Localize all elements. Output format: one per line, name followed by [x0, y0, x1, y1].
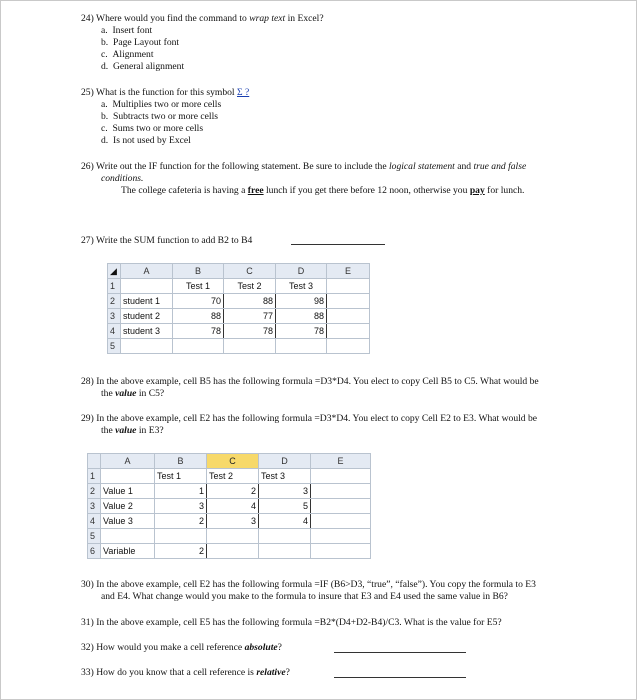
cell-d4[interactable]: 78 — [276, 324, 327, 339]
question-text: In the above example, cell B5 has the following formula =D3*D4. You elect to copy Cell B5 to C5. What would be — [96, 376, 539, 387]
cell-c3[interactable]: 77 — [224, 309, 276, 324]
option-text: Multiplies two or more cells — [112, 99, 222, 110]
cell-c3[interactable]: 4 — [207, 499, 259, 514]
option-24d — [101, 61, 184, 73]
question-33 — [81, 667, 290, 679]
question-25 — [81, 87, 249, 99]
spreadsheet-2 — [87, 453, 371, 559]
cell-c1[interactable]: Test 2 — [207, 469, 259, 484]
col-header-d[interactable]: D — [276, 264, 327, 279]
option-text: General alignment — [113, 61, 185, 72]
question-number: 26) — [81, 161, 94, 172]
option-text: Subtracts two or more cells — [113, 111, 218, 122]
question-number: 25) — [81, 87, 94, 98]
cell-c5[interactable] — [224, 339, 276, 354]
cell-b4[interactable]: 2 — [155, 514, 207, 529]
cell-a2[interactable]: Value 1 — [101, 484, 155, 499]
question-number: 31) — [81, 617, 94, 628]
question-text: the — [101, 388, 116, 399]
cell-d3[interactable]: 88 — [276, 309, 327, 324]
option-25a — [101, 99, 221, 111]
option-text: Page Layout font — [113, 37, 180, 48]
table-row — [108, 309, 370, 324]
cell-b1[interactable]: Test 1 — [173, 279, 224, 294]
cell-a1[interactable] — [101, 469, 155, 484]
cell-e5[interactable] — [327, 339, 370, 354]
question-text: How do you know that a cell reference is — [96, 667, 257, 678]
question-number: 30) — [81, 579, 94, 590]
question-number: 29) — [81, 413, 94, 424]
cell-b5[interactable] — [155, 529, 207, 544]
cell-b2[interactable]: 70 — [173, 294, 224, 309]
cell-c4[interactable]: 3 — [207, 514, 259, 529]
cell-d3[interactable]: 5 — [259, 499, 311, 514]
cell-b3[interactable]: 88 — [173, 309, 224, 324]
option-letter: b. — [101, 37, 109, 48]
question-32 — [81, 642, 282, 654]
option-text: Is not used by Excel — [113, 135, 191, 146]
option-24c — [101, 49, 154, 61]
table-row — [88, 514, 371, 529]
table-row — [88, 544, 371, 559]
cell-a4[interactable]: student 3 — [121, 324, 173, 339]
option-25d — [101, 135, 191, 147]
option-letter: b. — [101, 111, 109, 122]
question-number: 33) — [81, 667, 94, 678]
statement-emphasis: free — [247, 185, 264, 196]
table-row — [88, 499, 371, 514]
statement-text: lunch if you get there before 12 noon, otherwise you — [263, 185, 470, 196]
cell-b1[interactable]: Test 1 — [155, 469, 207, 484]
cell-e4[interactable] — [311, 514, 371, 529]
question-text: in Excel? — [285, 13, 324, 24]
question-text: Where would you find the command to — [96, 13, 250, 24]
question-27 — [81, 235, 252, 247]
question-text: and — [454, 161, 474, 172]
question-emphasis: true and false — [473, 161, 527, 172]
question-text: What is the function for this symbol — [96, 87, 237, 98]
table-row — [108, 324, 370, 339]
question-24 — [81, 13, 324, 25]
cell-a3[interactable]: Value 2 — [101, 499, 155, 514]
row-number[interactable]: 4 — [88, 514, 101, 529]
option-letter: a. — [101, 99, 108, 110]
option-letter: d. — [101, 61, 109, 72]
cell-c6[interactable] — [207, 544, 259, 559]
table-row — [108, 279, 370, 294]
question-text: and E4. What change would you make to the formula to insure that E3 and E4 used the same value in B6? — [101, 591, 508, 602]
question-number: 32) — [81, 642, 94, 653]
cell-c1[interactable]: Test 2 — [224, 279, 276, 294]
cell-e3[interactable] — [311, 499, 371, 514]
col-header-e[interactable]: E — [327, 264, 370, 279]
header-row — [88, 454, 371, 469]
cell-e4[interactable] — [327, 324, 370, 339]
question-text: ? — [277, 642, 282, 653]
option-24b — [101, 37, 179, 49]
select-all-corner[interactable] — [88, 454, 101, 469]
cell-d6[interactable] — [259, 544, 311, 559]
cell-a3[interactable]: student 2 — [121, 309, 173, 324]
question-emphasis: conditions. — [101, 173, 144, 184]
cell-a1[interactable] — [121, 279, 173, 294]
row-number[interactable]: 6 — [88, 544, 101, 559]
cell-b4[interactable]: 78 — [173, 324, 224, 339]
cell-b2[interactable]: 1 — [155, 484, 207, 499]
question-text: Write the SUM function to add B2 to B4 — [96, 235, 253, 246]
question-text: in E3? — [136, 425, 164, 436]
option-text: Alignment — [112, 49, 154, 60]
table-row — [88, 484, 371, 499]
col-header-b[interactable]: B — [173, 264, 224, 279]
option-letter: a. — [101, 25, 108, 36]
cell-b3[interactable]: 3 — [155, 499, 207, 514]
option-25b — [101, 111, 218, 123]
cell-a5[interactable] — [101, 529, 155, 544]
answer-blank-27[interactable] — [291, 244, 385, 245]
cell-d1[interactable]: Test 3 — [259, 469, 311, 484]
question-number: 27) — [81, 235, 94, 246]
cell-e2[interactable] — [327, 294, 370, 309]
col-header-c[interactable]: C — [224, 264, 276, 279]
table-row — [108, 339, 370, 354]
question-text: ? — [285, 667, 290, 678]
question-text: Write out the IF function for the following statement. Be sure to include the — [96, 161, 389, 172]
option-letter: c. — [101, 49, 108, 60]
select-all-corner[interactable]: ◢ — [108, 264, 121, 279]
option-text: Insert font — [112, 25, 153, 36]
question-text: In the above example, cell E2 has the following formula =D3*D4. You elect to copy Cell E2 to E3. What would be — [96, 413, 538, 424]
col-header-b[interactable]: B — [155, 454, 207, 469]
question-31 — [81, 617, 502, 629]
spreadsheet-1 — [107, 263, 370, 354]
question-26-line2 — [101, 173, 143, 185]
question-text: How would you make a cell reference — [96, 642, 245, 653]
cell-a4[interactable]: Value 3 — [101, 514, 155, 529]
answer-blank-32[interactable] — [334, 652, 466, 653]
cell-d5[interactable] — [276, 339, 327, 354]
question-30-line2 — [101, 591, 508, 603]
answer-blank-33[interactable] — [334, 677, 466, 678]
cell-e1[interactable] — [311, 469, 371, 484]
cell-e6[interactable] — [311, 544, 371, 559]
statement-emphasis: pay — [469, 185, 485, 196]
cell-c2[interactable]: 88 — [224, 294, 276, 309]
question-text: In the above example, cell E5 has the following formula =B2*(D4+D2-B4)/C3. What is the value for E5? — [96, 617, 502, 628]
cell-d2[interactable]: 98 — [276, 294, 327, 309]
cell-e3[interactable] — [327, 309, 370, 324]
question-text: In the above example, cell E2 has the following formula =IF (B6>D3, “true”, “false”). You copy the formula to E3 — [96, 579, 536, 590]
question-emphasis: value — [115, 425, 137, 436]
header-row — [108, 264, 370, 279]
cell-a2[interactable]: student 1 — [121, 294, 173, 309]
col-header-a[interactable]: A — [101, 454, 155, 469]
row-number[interactable]: 3 — [108, 309, 121, 324]
cell-a6[interactable]: Variable — [101, 544, 155, 559]
question-emphasis: absolute — [244, 642, 278, 653]
row-number[interactable]: 5 — [108, 339, 121, 354]
col-header-a[interactable]: A — [121, 264, 173, 279]
option-text: Sums two or more cells — [112, 123, 204, 134]
cell-b5[interactable] — [173, 339, 224, 354]
cell-c5[interactable] — [207, 529, 259, 544]
question-28 — [81, 376, 539, 388]
cell-d2[interactable]: 3 — [259, 484, 311, 499]
statement-text: for lunch. — [484, 185, 525, 196]
cell-d5[interactable] — [259, 529, 311, 544]
question-text: in C5? — [136, 388, 165, 399]
col-header-c-selected[interactable]: C — [207, 454, 259, 469]
question-29-line2 — [101, 425, 164, 437]
sigma-symbol: Σ ? — [237, 87, 250, 98]
question-text: the — [101, 425, 116, 436]
question-26 — [81, 161, 526, 173]
cell-c2[interactable]: 2 — [207, 484, 259, 499]
row-number[interactable]: 2 — [88, 484, 101, 499]
cell-d4[interactable]: 4 — [259, 514, 311, 529]
question-number: 24) — [81, 13, 94, 24]
statement-text: The college cafeteria is having a — [121, 185, 248, 196]
question-emphasis: value — [115, 388, 137, 399]
cell-b6[interactable]: 2 — [155, 544, 207, 559]
question-number: 28) — [81, 376, 94, 387]
row-number[interactable]: 2 — [108, 294, 121, 309]
question-26-statement — [121, 185, 524, 197]
col-header-d[interactable]: D — [259, 454, 311, 469]
cell-e5[interactable] — [311, 529, 371, 544]
question-emphasis: wrap text — [249, 13, 286, 24]
question-30 — [81, 579, 536, 591]
question-28-line2 — [101, 388, 164, 400]
row-number[interactable]: 1 — [88, 469, 101, 484]
row-number[interactable]: 1 — [108, 279, 121, 294]
cell-a5[interactable] — [121, 339, 173, 354]
cell-d1[interactable]: Test 3 — [276, 279, 327, 294]
question-emphasis: relative — [256, 667, 286, 678]
col-header-e[interactable]: E — [311, 454, 371, 469]
option-letter: c. — [101, 123, 108, 134]
table-row — [108, 294, 370, 309]
question-emphasis: logical statement — [388, 161, 455, 172]
cell-e1[interactable] — [327, 279, 370, 294]
row-number[interactable]: 5 — [88, 529, 101, 544]
row-number[interactable]: 3 — [88, 499, 101, 514]
option-letter: d. — [101, 135, 109, 146]
row-number[interactable]: 4 — [108, 324, 121, 339]
cell-e2[interactable] — [311, 484, 371, 499]
option-25c — [101, 123, 203, 135]
question-29 — [81, 413, 537, 425]
table-row — [88, 469, 371, 484]
table-row — [88, 529, 371, 544]
cell-c4[interactable]: 78 — [224, 324, 276, 339]
option-24a — [101, 25, 152, 37]
